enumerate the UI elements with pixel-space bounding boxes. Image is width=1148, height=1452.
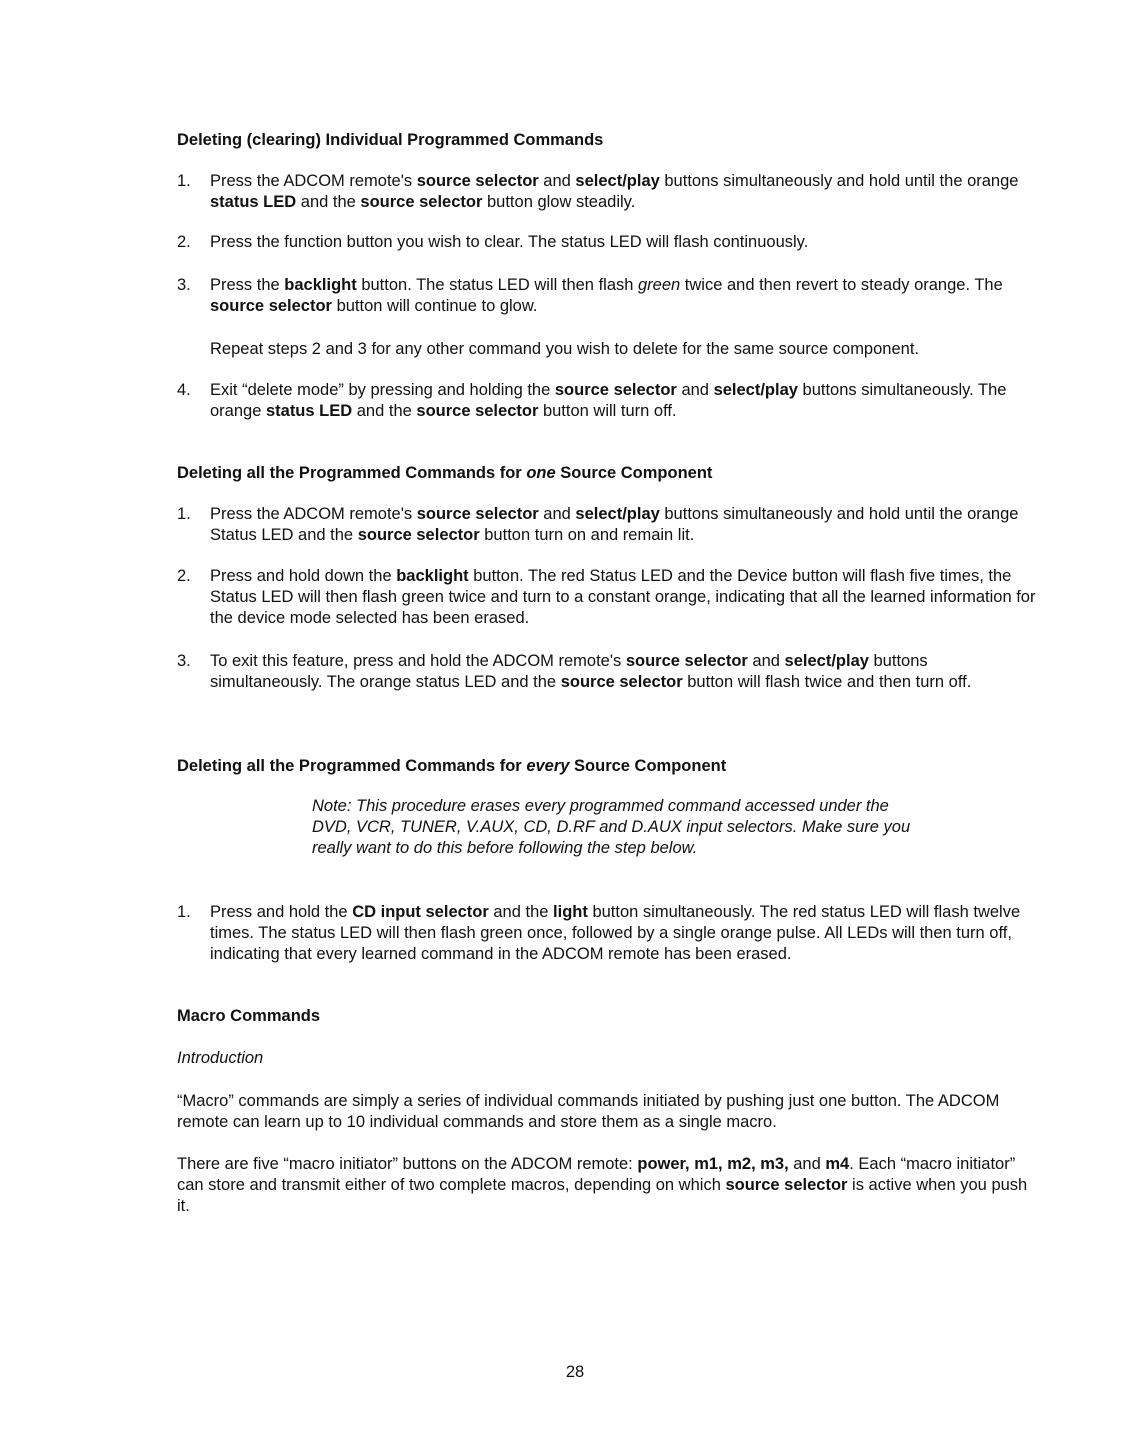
subheading-introduction — [177, 1048, 1037, 1069]
list-item-text — [210, 232, 1037, 253]
bold-text: Deleting — [177, 131, 243, 149]
text-run: buttons simultaneously. The orange status LED and the — [210, 652, 928, 691]
text-run: Note: This procedure erases every programmed command accessed under the DVD, VCR, TUNER, V.AUX, CD, D.RF and D.AUX input selectors. Make sure you really want to do this before following the step below. — [312, 797, 911, 857]
text-run: buttons simultaneously and hold until the orange Status LED and the — [210, 505, 1019, 544]
bold-text: one — [526, 464, 556, 482]
text-run: button. The red Status LED and the Device button will flash five times, the Status LED will then flash green twice and turn to a constant orange, indicating that all the learned information for the device mode selected has been erased. — [210, 567, 1036, 627]
text-run: . Each “macro initiator” can store and transmit either of two complete macros, depending on which — [177, 1155, 1016, 1194]
list-item — [177, 232, 1037, 253]
bold-text: source selector — [625, 652, 748, 670]
bold-text: m4 — [825, 1155, 850, 1173]
text-run: and the — [352, 402, 417, 420]
bold-text: backlight — [396, 567, 469, 585]
bold-text: source selector — [560, 673, 683, 691]
text-run: (clearing) — [242, 131, 326, 149]
text-run: twice and then revert to steady orange. The — [680, 276, 1003, 294]
bold-text: every — [526, 757, 570, 775]
page-number: 28 — [565, 1363, 585, 1381]
text-run: button. The status LED will then flash — [356, 276, 638, 294]
list-item — [177, 902, 1037, 965]
list-item-text — [210, 566, 1037, 629]
list-item-text — [210, 171, 1037, 213]
bold-text: Macro Commands — [177, 1007, 321, 1025]
bold-text: select/play — [784, 652, 869, 670]
list-number: 4. — [177, 381, 191, 399]
text-run: and — [747, 652, 785, 670]
bold-text: select/play — [575, 505, 660, 523]
text-run: buttons simultaneously and hold until the orange — [659, 172, 1019, 190]
bold-text: Source Component — [569, 757, 727, 775]
text-run: and — [538, 505, 576, 523]
italic-text: Introduction — [177, 1049, 264, 1067]
bold-text: source selector — [360, 193, 483, 211]
bold-text: source selector — [210, 297, 332, 315]
text-run: and — [788, 1155, 826, 1173]
list-item-text — [210, 504, 1037, 546]
text-run: Press and hold the — [210, 903, 353, 921]
list-item-text — [210, 380, 1037, 422]
list-item — [177, 504, 1037, 546]
text-run: Press and hold down the — [210, 567, 397, 585]
paragraph-macro-initiators — [177, 1154, 1037, 1217]
bold-text: source selector — [416, 172, 539, 190]
text-run: There are five “macro initiator” buttons on the ADCOM remote: — [177, 1155, 638, 1173]
paragraph-macro-definition — [177, 1091, 1037, 1133]
bold-text: selector — [779, 1176, 848, 1194]
text-run: and — [676, 381, 714, 399]
list-number: 3. — [177, 276, 191, 294]
text-run: button will continue to glow. — [331, 297, 538, 315]
bold-text: status LED — [265, 402, 353, 420]
list-note — [177, 339, 1037, 360]
text-run: To exit this feature, press and hold the ADCOM remote's — [210, 652, 626, 670]
list-number: 2. — [177, 567, 191, 585]
text-run: Press the ADCOM remote's — [210, 172, 417, 190]
heading-deleting-individual — [177, 130, 1037, 151]
bold-text: light — [553, 903, 588, 921]
text-run: and the — [488, 903, 554, 921]
bold-text: select/play — [575, 172, 660, 190]
text-run: Press the ADCOM remote's — [210, 505, 417, 523]
list-item — [177, 566, 1037, 629]
bold-text: source selector — [416, 505, 539, 523]
bold-text: power, m1, m2, m3, — [637, 1155, 789, 1173]
heading-macro-commands — [177, 1006, 1037, 1027]
list-number: 3. — [177, 652, 191, 670]
text-run: Exit “delete mode” by pressing and holding the — [210, 381, 555, 399]
heading-deleting-one-source — [177, 463, 1037, 484]
bold-text: Individual Programmed Commands — [325, 131, 604, 149]
note — [312, 796, 912, 859]
bold-text: source selector — [416, 402, 539, 420]
bold-text: status LED — [210, 193, 297, 211]
text-run: button will turn off. — [538, 402, 677, 420]
bold-text: Deleting all the Programmed Commands for — [177, 757, 527, 775]
list-item-text — [210, 651, 1037, 693]
list-number: 1. — [177, 903, 191, 921]
list-item-text — [210, 339, 1037, 360]
bold-text: backlight — [284, 276, 357, 294]
bold-text: select/play — [713, 381, 798, 399]
list-item — [177, 171, 1037, 213]
list-item-text — [210, 275, 1037, 317]
text-run: button glow steadily. — [482, 193, 636, 211]
bold-text: Source Component — [555, 464, 713, 482]
list-number: 1. — [177, 172, 191, 190]
text-run: is active when you push it. — [177, 1176, 1028, 1215]
list-item — [177, 380, 1037, 422]
list-item — [177, 651, 1037, 693]
list-number: 2. — [177, 233, 191, 251]
text-run: Press the function button you wish to clear. The status LED will flash continuously. — [210, 233, 809, 251]
list-item-text — [210, 902, 1037, 965]
italic-text: green — [638, 276, 681, 294]
text-run: and the — [296, 193, 361, 211]
text-run: “Macro” commands are simply a series of individual commands initiated by pushing just one button. The ADCOM remote can learn up to 10 individual commands and store them as a single macro. — [177, 1092, 1000, 1131]
heading-deleting-every-source — [177, 756, 1037, 777]
list-number: 1. — [177, 505, 191, 523]
bold-text: source — [725, 1176, 780, 1194]
text-run: button simultaneously. The red status LED will flash twelve times. The status LED will then flash green once, followed by a single orange pulse. All LEDs will then turn off, indicating that every learned command in the ADCOM remote has been erased. — [210, 903, 1021, 963]
bold-text: source selector — [554, 381, 677, 399]
bold-text: Deleting all the Programmed Commands for — [177, 464, 527, 482]
list-item — [177, 275, 1037, 317]
text-run: Press the — [210, 276, 285, 294]
text-run: and — [538, 172, 576, 190]
bold-text: source selector — [357, 526, 480, 544]
text-run: Repeat steps 2 and 3 for any other command you wish to delete for the same source component. — [210, 340, 919, 358]
text-run: button turn on and remain lit. — [479, 526, 695, 544]
bold-text: CD input selector — [352, 903, 489, 921]
text-run: button will flash twice and then turn off. — [682, 673, 972, 691]
text-run: buttons simultaneously. The orange — [210, 381, 1007, 420]
